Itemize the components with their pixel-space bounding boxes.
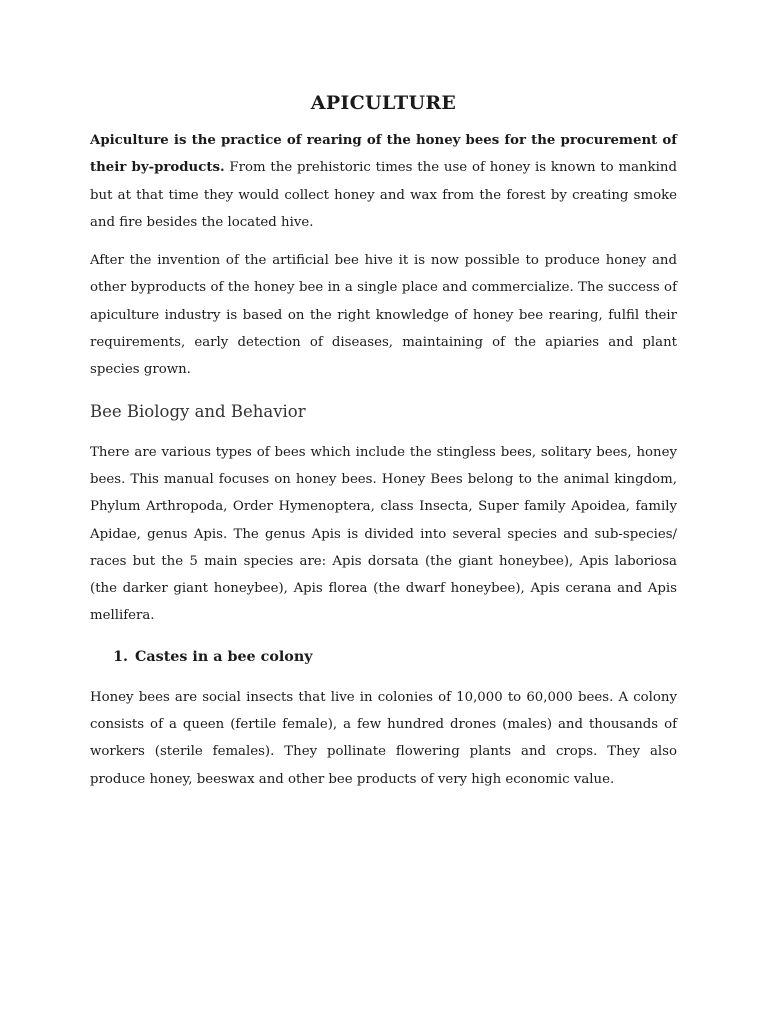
page-title: APICULTURE	[310, 92, 457, 114]
numbered-subheading	[90, 644, 677, 670]
intro-paragraph	[90, 127, 677, 236]
paragraph-colony: Honey bees are social insects that live in colonies of 10,000 to 60,000 bees. A colony consists of a queen (fertile female), a few hundred drones (males) and thousands of workers (sterile females). They pollinate flowering plants and crops. They also produce honey, beeswax and other bee products of very high economic value.	[90, 689, 677, 787]
paragraph-artificial-hive: After the invention of the artificial bee hive it is now possible to produce honey and other byproducts of the honey bee in a single place and commercialize. The success of apiculture industry is based on the right knowledge of honey bee rearing, fulfil their requirements, early detection of diseases, maintaining of the apiaries and plant species grown.	[90, 253, 677, 378]
subheading-number: 1.	[113, 648, 128, 665]
paragraph-bee-types: There are various types of bees which include the stingless bees, solitary bees, honey bees. This manual focuses on honey bees. Honey Bees belong to the animal kingdom, Phylum Arthropoda, Order Hymenoptera, class Insecta, Super family Apoidea, family Apidae, genus Apis. The genus Apis is divided into several species and sub-species/ races but the 5 main species are: Apis dorsata (the giant honeybee), Apis laboriosa (the darker giant honeybee), Apis florea (the dwarf honeybee), Apis cerana and Apis mellifera.	[90, 444, 677, 624]
section-heading: Bee Biology and Behavior	[90, 401, 306, 421]
subheading-text: Castes in a bee colony	[135, 648, 313, 665]
document-page	[90, 92, 677, 793]
intro-text: From the prehistoric times the use of honey is known to mankind but at that time they would collect honey and wax from the forest by creating smoke and fire besides the located hive.	[90, 160, 677, 230]
intro-bold-lead: Apiculture is the practice of rearing of the honey bees for the procurement of their by-products.	[90, 133, 677, 176]
